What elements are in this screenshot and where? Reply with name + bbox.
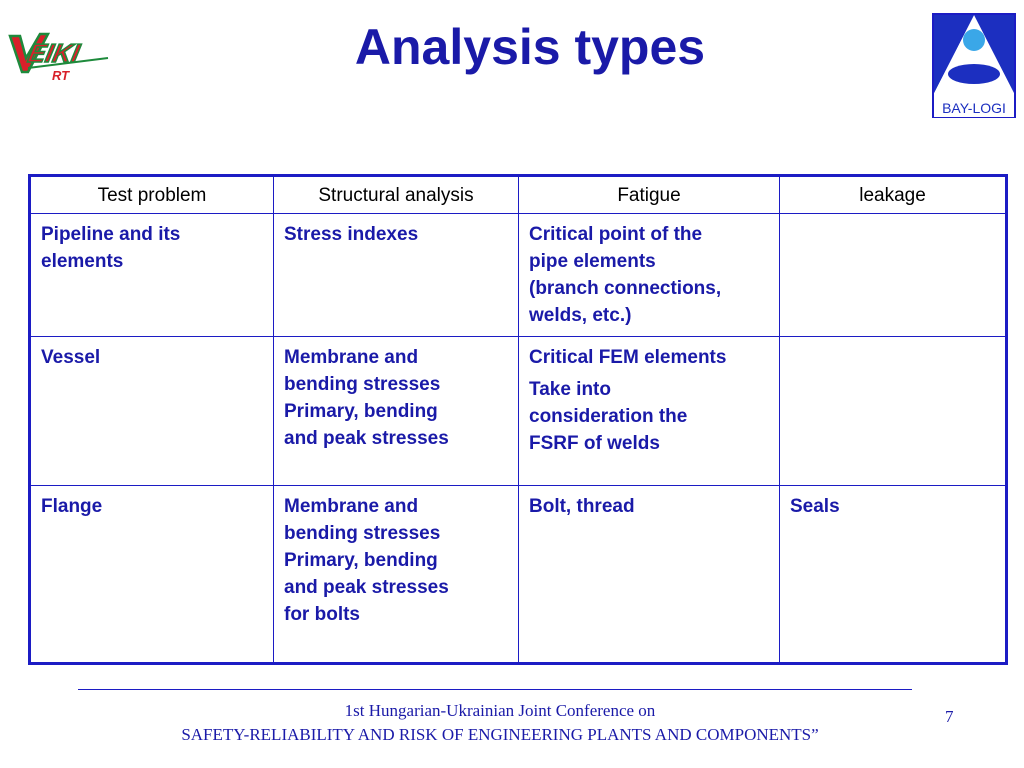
cell-line: Take into xyxy=(529,379,611,400)
cell-line: Membrane and xyxy=(284,347,419,368)
cell-line: elements xyxy=(41,251,124,272)
cell-line: Vessel xyxy=(41,347,101,368)
header-leakage: leakage xyxy=(780,176,1007,214)
cell-structural-analysis xyxy=(274,486,519,664)
cell-line: welds, etc.) xyxy=(529,305,632,326)
header-structural-analysis: Structural analysis xyxy=(274,176,519,214)
cell-leakage xyxy=(780,486,1007,664)
cell-line: Membrane and xyxy=(284,496,419,517)
footer xyxy=(100,699,900,747)
cell-test-problem xyxy=(30,486,274,664)
cell-structural-analysis xyxy=(274,337,519,486)
page-number: 7 xyxy=(945,707,954,726)
cell-fatigue xyxy=(519,486,780,664)
footer-line-1: 1st Hungarian-Ukrainian Joint Conference on xyxy=(344,701,656,720)
header-test-problem: Test problem xyxy=(30,176,274,214)
veiki-logo xyxy=(8,28,116,84)
table-row xyxy=(30,337,1007,486)
cell-line: and peak stresses xyxy=(284,577,449,598)
svg-text:RT: RT xyxy=(52,68,70,83)
cell-line: Critical point of the xyxy=(529,224,703,245)
footer-divider xyxy=(78,689,912,690)
cell-line: Primary, bending xyxy=(284,401,438,422)
table-row xyxy=(30,214,1007,337)
cell-line: Seals xyxy=(790,496,840,517)
cell-line: for bolts xyxy=(284,604,360,625)
table-header-row xyxy=(30,176,1007,214)
cell-line: Stress indexes xyxy=(284,224,419,245)
cell-line: (branch connections, xyxy=(529,278,722,299)
bay-logi-logo-graphic xyxy=(932,13,1016,118)
cell-line: Bolt, thread xyxy=(529,496,635,517)
cell-line: Primary, bending xyxy=(284,550,438,571)
cell-leakage xyxy=(780,214,1007,337)
cell-line: consideration the xyxy=(529,406,688,427)
analysis-types-table xyxy=(28,174,1008,665)
cell-line: FSRF of welds xyxy=(529,433,660,454)
cell-line: Flange xyxy=(41,496,103,517)
svg-text:EIKI: EIKI xyxy=(25,38,83,68)
cell-line: pipe elements xyxy=(529,251,656,272)
veiki-logo-graphic xyxy=(8,28,116,84)
bay-logi-logo xyxy=(932,13,1016,118)
table-row xyxy=(30,486,1007,664)
cell-line: Critical FEM elements xyxy=(529,347,727,368)
cell-fatigue xyxy=(519,337,780,486)
cell-fatigue xyxy=(519,214,780,337)
cell-line: and peak stresses xyxy=(284,428,449,449)
footer-line-2: SAFETY-RELIABILITY AND RISK OF ENGINEERING PLANTS AND COMPONENTS” xyxy=(181,725,819,744)
bay-logi-label: BAY-LOGI xyxy=(942,100,1006,116)
cell-leakage xyxy=(780,337,1007,486)
header-fatigue: Fatigue xyxy=(519,176,780,214)
cell-test-problem xyxy=(30,214,274,337)
cell-line: bending stresses xyxy=(284,374,441,395)
cell-line: Pipeline and its xyxy=(41,224,181,245)
slide-title: Analysis types xyxy=(354,19,706,75)
cell-line: bending stresses xyxy=(284,523,441,544)
cell-test-problem xyxy=(30,337,274,486)
cell-structural-analysis xyxy=(274,214,519,337)
